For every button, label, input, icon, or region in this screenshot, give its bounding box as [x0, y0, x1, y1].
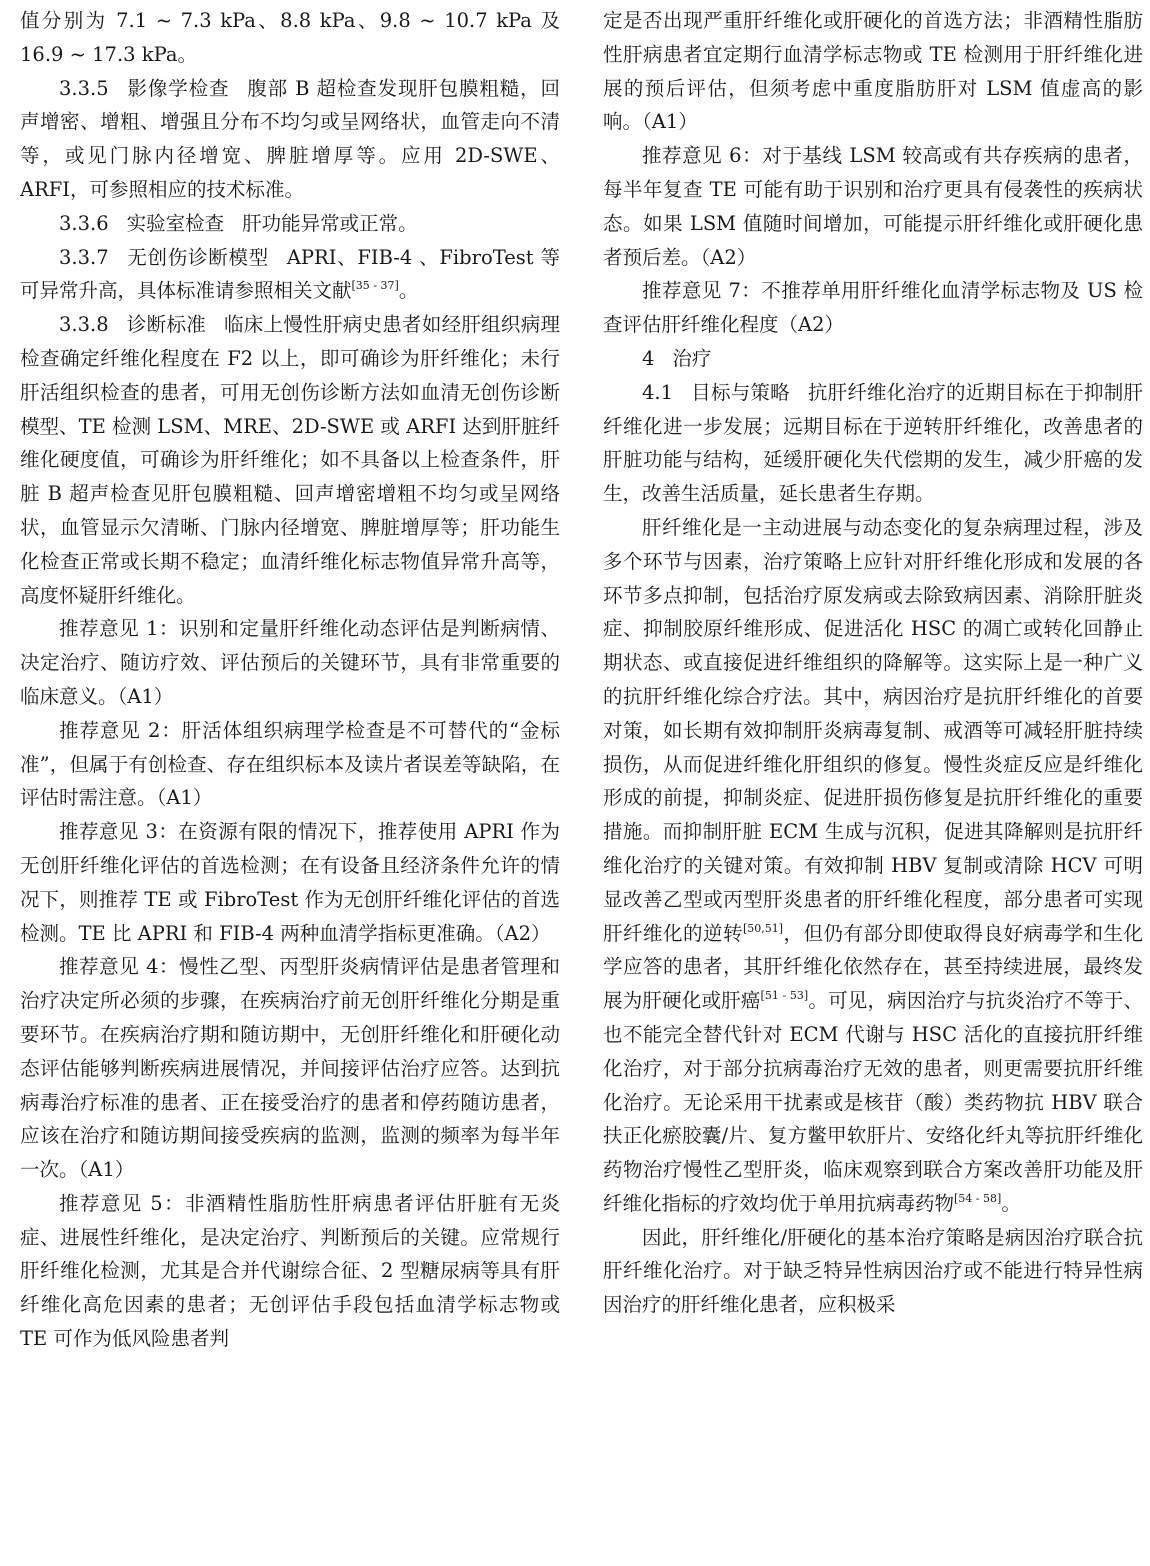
- citation-ref: [51 - 53]: [760, 989, 809, 1003]
- section-3-3-5: [20, 72, 560, 207]
- section-number: 3.3.7: [59, 245, 109, 269]
- section-number: 3.3.6: [59, 211, 109, 235]
- recommendation-5-part-2: 定是否出现严重肝纤维化或肝硬化的首选方法；非酒精性脂肪性肝病患者宜定期行血清学标志物或 TE 检测用于肝纤维化进展的预后评估，但须考虑中重度脂肪肝对 LSM 值虚高的影响。（A1）: [603, 9, 1143, 134]
- section-3-3-7: [20, 241, 560, 309]
- section-heading-4: [603, 342, 1143, 376]
- citation-ref: [54 - 58]: [954, 1191, 1002, 1205]
- section-title: 诊断标准: [126, 313, 207, 337]
- section-3-3-8: [20, 308, 560, 612]
- section-text: 临床上慢性肝病史患者如经肝组织病理检查确定纤维化程度在 F2 以上，即可确诊为肝纤维化；未行肝活组织检查的患者，可用无创伤诊断方法如血清无创伤诊断模型、TE 检测 LSM、MRE、2D-SWE 或 ARFI 达到肝脏纤维化硬度值，可确诊为肝纤维化；如不具备以上检查条件，肝脏 B 超声检查见肝包膜粗糙、回声增密增粗不均匀或呈网络状，血管显示欠清晰、门脉内径增宽、脾脏增厚等；肝功能生化检查正常或长期不稳定；血清纤维化标志物值异常升高等，高度怀疑肝纤维化。: [20, 313, 560, 607]
- section-text: 肝功能异常或正常。: [242, 211, 418, 235]
- section-text-tail: 。: [398, 279, 419, 303]
- paragraph-basic-strategy: 因此，肝纤维化/肝硬化的基本治疗策略是病因治疗联合抗肝纤维化治疗。对于缺乏特异性病因治疗或不能进行特异性病因治疗的肝纤维化患者，应积极采: [603, 1225, 1143, 1317]
- section-4-1: [603, 376, 1143, 511]
- recommendation-4: 推荐意见 4：慢性乙型、丙型肝炎病情评估是患者管理和治疗决定所必须的步骤，在疾病治疗前无创肝纤维化分期是重要环节。在疾病治疗期和随访期中，无创肝纤维化和肝硬化动态评估能够判断疾病进展情况，并间接评估治疗应答。达到抗病毒治疗标准的患者、正在接受治疗的患者和停药随访患者，应该在治疗和随访期间接受疾病的监测，监测的频率为每半年一次。（A1）: [20, 955, 560, 1182]
- recommendation-2: 推荐意见 2：肝活体组织病理学检查是不可替代的“金标准”，但属于有创检查、存在组织标本及读片者误差等缺陷，在评估时需注意。（A1）: [20, 718, 560, 810]
- citation-ref: [50,51]: [742, 921, 784, 935]
- section-text: 抗肝纤维化治疗的近期目标在于抑制肝纤维化进一步发展；远期目标在于逆转肝纤维化，改善患者的肝脏功能与结构，延缓肝硬化失代偿期的发生，减少肝癌的发生，改善生活质量，延长患者生存期。: [603, 380, 1143, 506]
- recommendation-7: 推荐意见 7：不推荐单用肝纤维化血清学标志物及 US 检查评估肝纤维化程度（A2）: [603, 279, 1143, 337]
- section-number: 3.3.5: [59, 76, 109, 100]
- right-column: [603, 4, 1143, 1322]
- section-number: 4: [642, 346, 655, 370]
- section-title: 影像学检查: [126, 76, 230, 100]
- section-number: 4.1: [642, 380, 674, 404]
- recommendation-5-part-1: 推荐意见 5：非酒精性脂肪性肝病患者评估肝脏有无炎症、进展性纤维化，是决定治疗、判断预后的关键。应常规行肝纤维化检测，尤其是合并代谢综合征、2 型糖尿病等具有肝纤维化高危因素的患者；无创评估手段包括血清学标志物或 TE 可作为低风险患者判: [20, 1191, 560, 1351]
- section-text: APRI、FIB-4 、FibroTest 等可异常升高，具体标准请参照相关文献: [20, 245, 560, 303]
- paragraph-text: ，但仍有部分即使取得良好病毒学和生化学应答的患者，其肝纤维化依然存在，甚至持续进展，最终发展为肝硬化或肝癌: [603, 921, 1143, 1013]
- recommendation-1: 推荐意见 1：识别和定量肝纤维化动态评估是判断病情、决定治疗、随访疗效、评估预后的关键环节，具有非常重要的临床意义。（A1）: [20, 617, 560, 708]
- section-number: 3.3.8: [59, 313, 109, 337]
- section-title: 无创伤诊断模型: [126, 245, 269, 269]
- paragraph-text: 肝纤维化是一主动进展与动态变化的复杂病理过程，涉及多个环节与因素，治疗策略上应针对肝纤维化形成和发展的各环节多点抑制，包括治疗原发病或去除致病因素、消除肝脏炎症、抑制胶原纤维形成、促进活化 HSC 的凋亡或转化回静止期状态、或直接促进纤维组织的降解等。这实际上是一种广义的抗肝纤维化综合疗法。其中，病因治疗是抗肝纤维化的首要对策，如长期有效抑制肝炎病毒复制、戒酒等可减轻肝脏持续损伤，从而促进纤维化肝组织的修复。慢性炎症反应是纤维化形成的前提，抑制炎症、促进肝损伤修复是抗肝纤维化的重要措施。而抑制肝脏 ECM 生成与沉积，促进其降解则是抗肝纤维化治疗的关键对策。有效抑制 HBV 复制或清除 HCV 可明显改善乙型或丙型肝炎患者的肝纤维化程度，部分患者可实现肝纤维化的逆转: [603, 515, 1143, 945]
- section-3-3-6: [20, 207, 560, 241]
- left-column: [20, 4, 560, 1356]
- section-title: 目标与策略: [691, 380, 790, 404]
- paragraph-text: 。: [1001, 1191, 1021, 1215]
- paragraph-text: 。可见，病因治疗与抗炎治疗不等于、也不能完全替代针对 ECM 代谢与 HSC 活化的直接抗肝纤维化治疗，对于部分抗病毒治疗无效的患者，则更需要抗肝纤维化治疗。无论采用干扰素或是核苷（酸）类药物抗 HBV 联合扶正化瘀胶囊/片、复方鳖甲软肝片、安络化纤丸等抗肝纤维化药物治疗慢性乙型肝炎，临床观察到联合方案改善肝功能及肝纤维化指标的疗效均优于单用抗病毒药物: [603, 989, 1143, 1215]
- citation-ref: [35 - 37]: [351, 279, 399, 293]
- section-title: 实验室检查: [126, 211, 225, 235]
- paragraph-lsm-values: 值分别为 7.1 ~ 7.3 kPa、8.8 kPa、9.8 ~ 10.7 kPa 及 16.9 ~ 17.3 kPa。: [20, 9, 560, 66]
- section-title: 治疗: [672, 346, 712, 370]
- section-text: 腹部 B 超检查发现肝包膜粗糙，回声增密、增粗、增强且分布不均匀或呈网络状，血管走向不清等，或见门脉内径增宽、脾脏增厚等。应用 2D-SWE、ARFI，可参照相应的技术标准。: [20, 76, 560, 201]
- recommendation-3: 推荐意见 3：在资源有限的情况下，推荐使用 APRI 作为无创肝纤维化评估的首选检测；在有设备且经济条件允许的情况下，则推荐 TE 或 FibroTest 作为无创肝纤维化评估的首选检测。TE 比 APRI 和 FIB-4 两种血清学指标更准确。（A2）: [20, 820, 560, 945]
- paragraph-fibrosis-strategy: [603, 511, 1143, 1221]
- recommendation-6: 推荐意见 6：对于基线 LSM 较高或有共存疾病的患者，每半年复查 TE 可能有助于识别和治疗更具有侵袭性的疾病状态。如果 LSM 值随时间增加，可能提示肝纤维化或肝硬化患者预后差。（A2）: [603, 144, 1143, 269]
